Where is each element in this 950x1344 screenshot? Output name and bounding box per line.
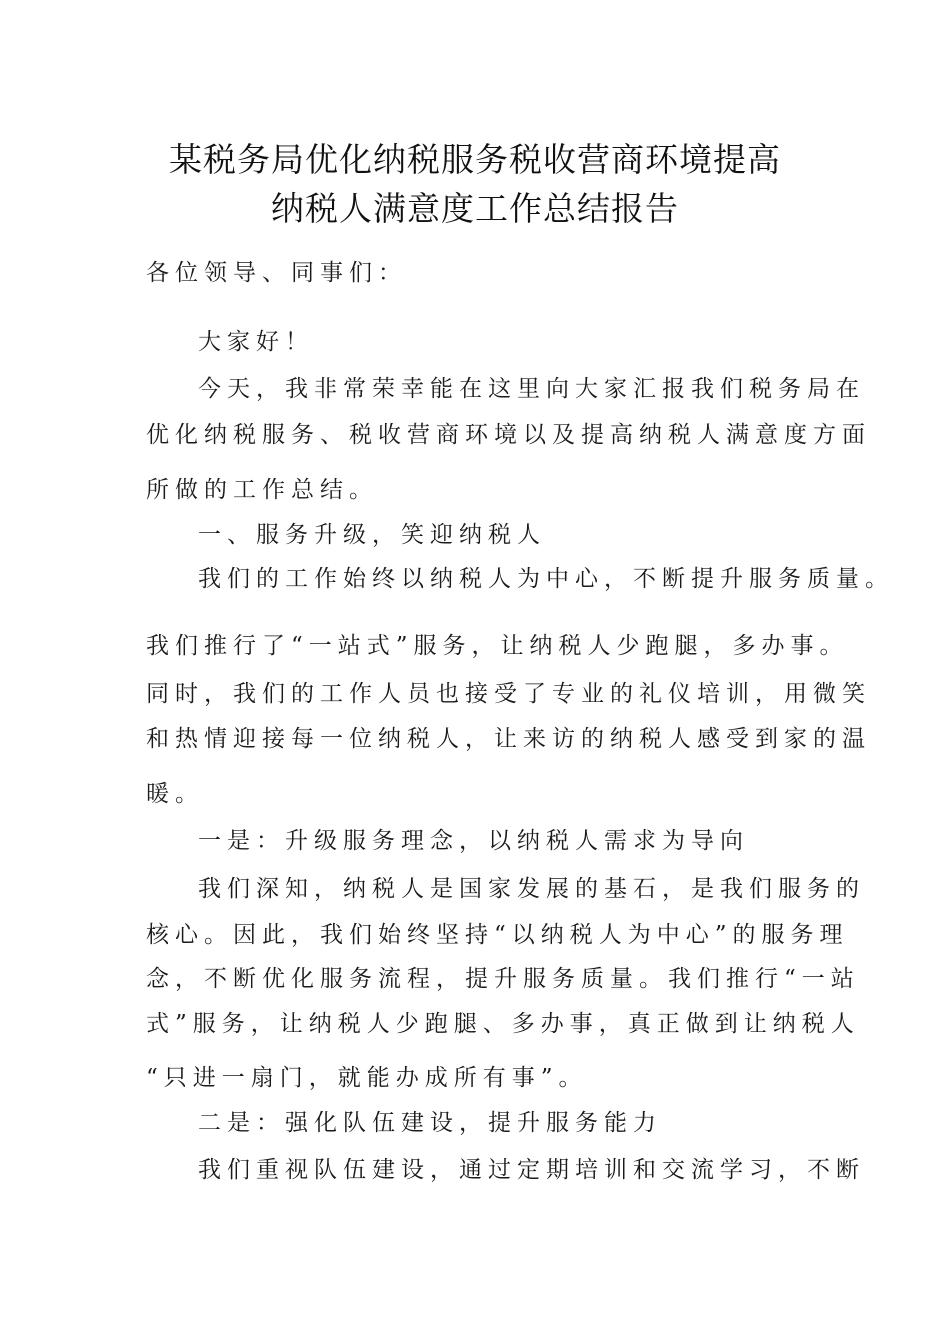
section-heading: 一、服务升级，笑迎纳税人 bbox=[198, 522, 546, 548]
greeting: 大家好！ bbox=[198, 329, 314, 355]
paragraph-line: 优化纳税服务、税收营商环境以及提高纳税人满意度方面 bbox=[146, 422, 871, 448]
paragraph-line: 所做的工作总结。 bbox=[146, 477, 378, 503]
paragraph-line: 念，不断优化服务流程，提升服务质量。我们推行“一站 bbox=[146, 966, 860, 992]
paragraph-line: 我们的工作始终以纳税人为中心，不断提升服务质量。 bbox=[198, 566, 894, 592]
paragraph-line: 核心。因此，我们始终坚持“以纳税人为中心”的服务理 bbox=[146, 922, 849, 948]
document-title-line-2: 纳税人满意度工作总结报告 bbox=[271, 189, 679, 228]
paragraph-line: “只进一扇门，就能办成所有事”。 bbox=[146, 1065, 588, 1091]
salutation: 各位领导、同事们： bbox=[146, 260, 407, 286]
paragraph-line: 我们重视队伍建设，通过定期培训和交流学习，不断 bbox=[198, 1157, 865, 1183]
paragraph-line: 暖。 bbox=[146, 781, 204, 807]
subsection-heading: 二是：强化队伍建设，提升服务能力 bbox=[198, 1110, 662, 1136]
paragraph-line: 同时，我们的工作人员也接受了专业的礼仪培训，用微笑 bbox=[146, 681, 871, 707]
paragraph-line: 和热情迎接每一位纳税人，让来访的纳税人感受到家的温 bbox=[146, 726, 871, 752]
document-title-line-1: 某税务局优化纳税服务税收营商环境提高 bbox=[169, 140, 781, 179]
subsection-heading: 一是：升级服务理念，以纳税人需求为导向 bbox=[198, 828, 749, 854]
paragraph-line: 今天，我非常荣幸能在这里向大家汇报我们税务局在 bbox=[198, 376, 865, 402]
paragraph-line: 式”服务，让纳税人少跑腿、多办事，真正做到让纳税人 bbox=[146, 1011, 860, 1037]
paragraph-line: 我们深知，纳税人是国家发展的基石，是我们服务的 bbox=[198, 876, 865, 902]
paragraph-line: 我们推行了“一站式”服务，让纳税人少跑腿，多办事。 bbox=[146, 633, 849, 659]
